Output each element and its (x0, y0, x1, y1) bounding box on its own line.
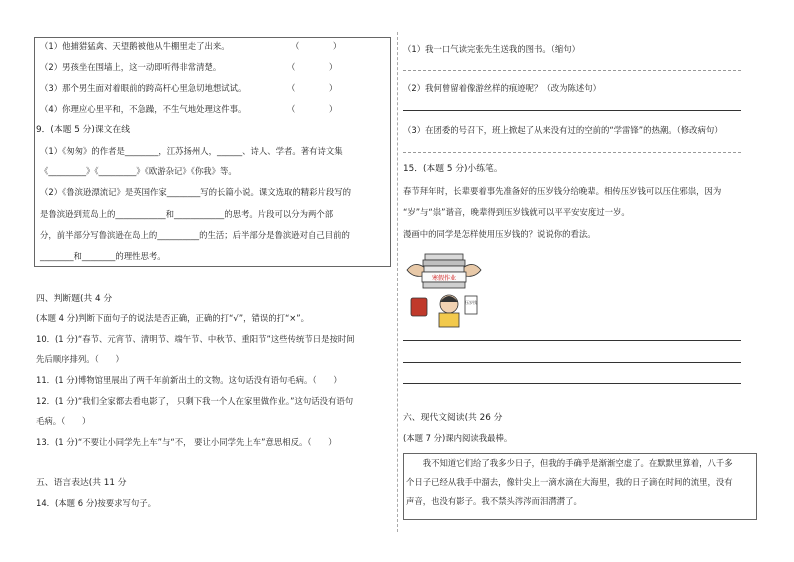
q8-item-1 (40, 41, 230, 52)
cartoon-image (403, 248, 485, 328)
q9-title: 9．(本题 5 分)课文在线 (36, 125, 131, 135)
rewrite-1: （1）我一口气读完张先生送我的图书。（缩句） (403, 44, 581, 54)
q8-item-4 (40, 104, 246, 115)
q10-line-1: 10．(1 分)“春节、元宵节、清明节、端午节、中秋节、重阳节”这些传统节日是按时间 (36, 334, 355, 344)
q11: 11．(1 分)博物馆里展出了两千年前新出土的文物。这句话没有语句毛病。（ ） (36, 375, 342, 385)
section-5-title: 五、语言表达(共 11 分 (36, 478, 127, 488)
section-4-intro: (本题 4 分)判断下面句子的说法是否正确，正确的打“√”，错误的打“×”。 (36, 313, 310, 323)
passage-line-2: 个日子已经从我手中溜去，像针尖上一滴水滴在大海里，我的日子滴在时间的流里，没有 (406, 477, 733, 487)
item-number: （3） (40, 83, 63, 93)
q9-line-1: （1）《匆匆》的作者是________，江苏扬州人，______、诗人、学者。著有诗文集 (40, 146, 343, 156)
q9-line-2: 《_________》《_________》《欧游杂记》《你我》等。 (40, 166, 237, 176)
q9-line-4: 是鲁滨逊到荒岛上的____________和____________的思考。片段可以分为两个部 (40, 209, 334, 219)
item-number: （2） (40, 62, 63, 72)
item-text: 你理应心里平和，不急躁，不生气地处理这件事。 (62, 104, 247, 114)
item-text: 那个男生面对着眼前的跨高杆心里急切地想试试。 (62, 83, 247, 93)
answer-line[interactable] (403, 383, 741, 384)
q12-line-2: 毛病。（ ） (36, 416, 91, 426)
passage-line-3: 声音，也没有影子。我不禁头涔涔而泪潸潸了。 (406, 496, 582, 506)
q9-line-3: （2）《鲁滨逊漂流记》是英国作家________写的长篇小说。课文选取的精彩片段写的 (40, 187, 352, 197)
section-4-title: 四、判断题(共 4 分 (36, 294, 113, 304)
paper-label: 压岁钱 (465, 300, 477, 305)
column-divider (397, 32, 398, 532)
q15-title: 15．(本题 5 分)小练笔。 (403, 164, 503, 174)
rewrite-3: （3）在团委的号召下，班上掀起了从来没有过的空前的“学雷锋”的热潮。（修改病句） (403, 125, 723, 135)
book-label: 寒假作业 (431, 275, 457, 282)
item-text: 男孩坐在围墙上，这一动即听得非常清楚。 (62, 62, 222, 72)
item-number: （1） (40, 41, 63, 51)
answer-paren[interactable]: （ ） (287, 104, 338, 114)
q14: 14．(本题 6 分)按要求写句子。 (36, 498, 156, 508)
rewrite-2: （2）我何曾留着像游丝样的痕迹呢？（改为陈述句） (403, 83, 601, 93)
answer-paren[interactable]: （ ） (287, 83, 338, 93)
q12-line-1: 12．(1 分)“我们全家都去看电影了， 只剩下我一个人在家里做作业。”这句话没有语句 (36, 396, 354, 406)
q10-line-2: 先后顺序排列。（ ） (36, 354, 124, 364)
q13: 13．(1 分)“不要让小同学先上车”与“不， 要让小同学先上车”意思相反。（ ） (36, 437, 337, 447)
section-6-title: 六、现代文阅读(共 26 分 (403, 413, 503, 423)
answer-paren[interactable]: （ ） (291, 41, 342, 51)
q9-line-6: ________和________的理性思考。 (40, 251, 166, 261)
q9-line-5: 分，前半部分写鲁滨逊在岛上的__________的生活；后半部分是鲁滨逊对自己目前的 (40, 230, 350, 240)
q8-item-2 (40, 62, 221, 73)
answer-line[interactable] (403, 110, 741, 111)
q15-line-1: 春节拜年时，长辈要着事先准备好的压岁钱分给晚辈。相传压岁钱可以压住邪祟，因为 (403, 186, 722, 196)
item-number: （4） (40, 104, 63, 114)
item-text: 他捕猎猛禽、天望鹅被他从牛棚里走了出来。 (62, 41, 230, 51)
answer-line[interactable] (403, 70, 741, 71)
q15-line-2: “岁”与“祟”谐音，晚辈得到压岁钱就可以平平安安度过一岁。 (403, 207, 630, 217)
passage-line-1: 我不知道它们给了我多少日子，但我的手确乎是渐渐空虚了。在默默里算着，八千多 (406, 458, 733, 468)
q15-line-3: 漫画中的同学是怎样使用压岁钱的？说说你的看法。 (403, 229, 596, 239)
q8-item-3 (40, 83, 246, 94)
section-6-intro: (本题 7 分)课内阅读我最棒。 (403, 433, 513, 443)
answer-line[interactable] (403, 362, 741, 363)
answer-line[interactable] (403, 340, 741, 341)
answer-paren[interactable]: （ ） (287, 62, 338, 72)
answer-line[interactable] (403, 152, 741, 153)
